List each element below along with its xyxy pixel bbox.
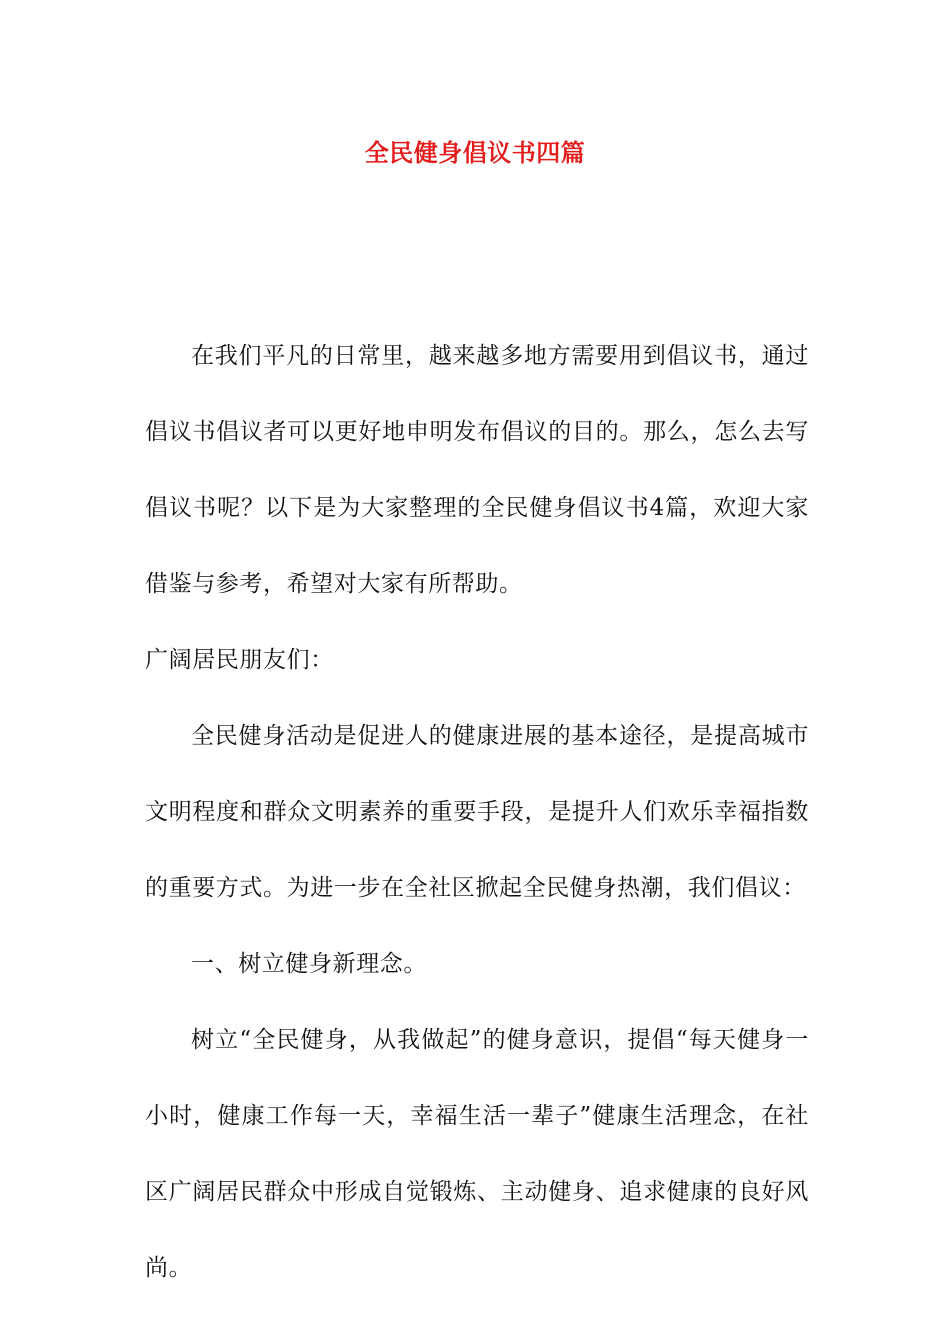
paragraph-salutation: 广阔居民朋友们： [145,647,334,673]
paragraph-heading-1: 一、树立健身新理念。 [191,951,427,977]
document-title: 全民健身倡议书四篇 [364,139,586,167]
paragraph-detail-1: 树立“全民健身，从我做起”的健身意识，提倡“每天健身一小时，健康工作每一天，幸福生活一辈子”健康生活理念，在社区广阔居民群众中形成自觉锻炼、主动健身、追求健康的良好风尚。 [145,1027,809,1281]
paragraph-main: 全民健身活动是促进人的健康进展的基本途径，是提高城市文明程度和群众文明素养的重要手段，是提升人们欢乐幸福指数的重要方式。为进一步在全社区掀起全民健身热潮，我们倡议： [145,723,809,901]
paragraph-intro: 在我们平凡的日常里，越来越多地方需要用到倡议书，通过倡议书倡议者可以更好地申明发布倡议的目的。那么，怎么去写倡议书呢？以下是为大家整理的全民健身倡议书4篇，欢迎大家借鉴与参考，希望对大家有所帮助。 [145,343,809,597]
document-body [145,318,809,1306]
